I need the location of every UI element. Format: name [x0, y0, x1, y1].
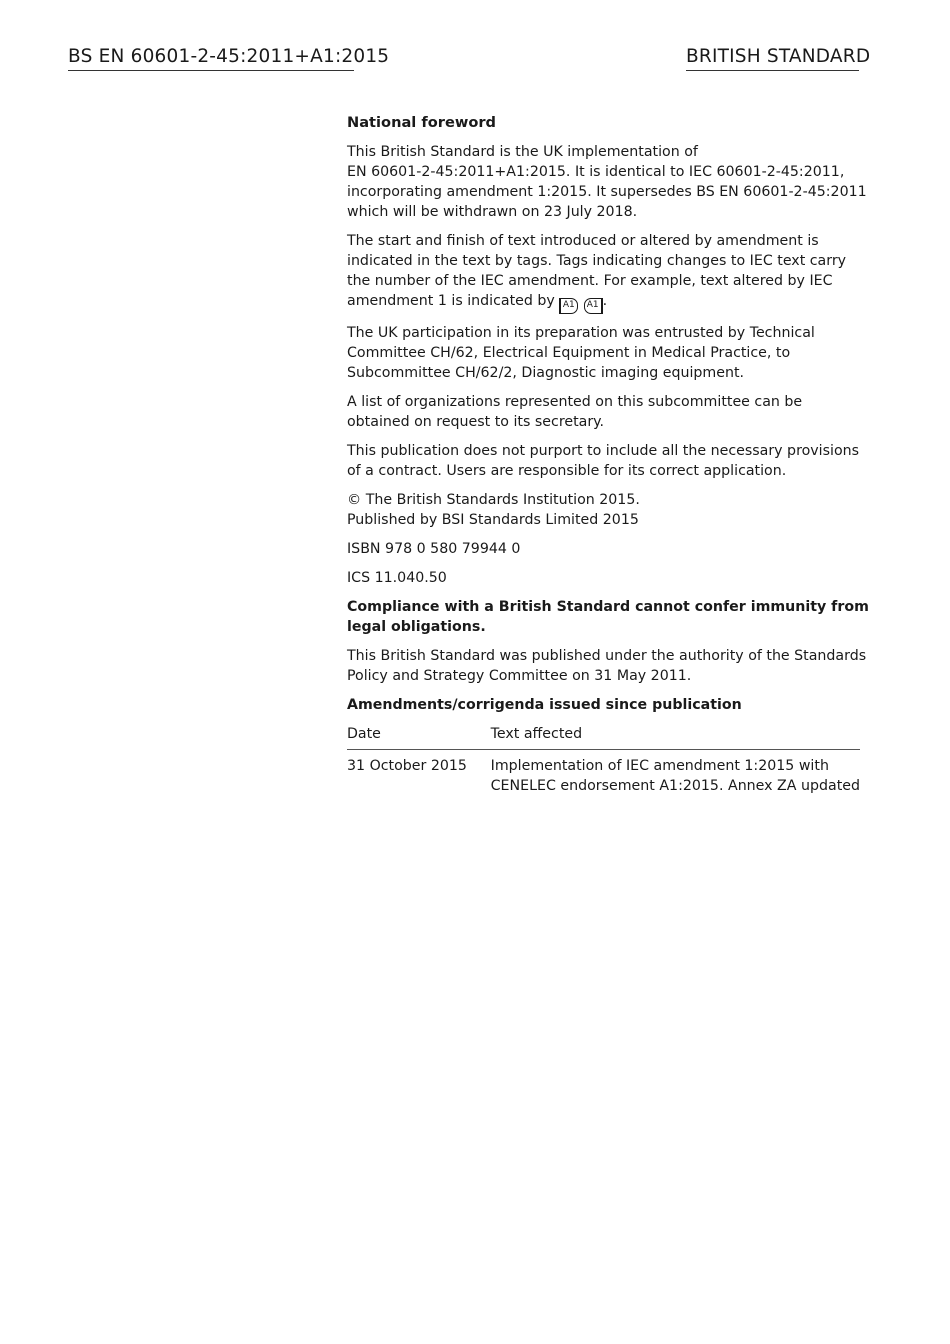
- implementation-paragraph: [347, 142, 867, 222]
- amendment-date: 31 October 2015: [347, 758, 467, 774]
- national-foreword: [347, 113, 869, 796]
- text-line: indicated in the text by tags. Tags indicating changes to IEC text carry: [347, 253, 847, 269]
- text-line: legal obligations.: [347, 619, 486, 635]
- organizations-paragraph: [347, 392, 860, 432]
- amendment-start-tag-icon: A1: [559, 298, 578, 314]
- provisions-paragraph: [347, 441, 860, 481]
- text-line: obtained on request to its secretary.: [347, 414, 605, 430]
- text-line: The start and finish of text introduced or altered by amendment is: [347, 233, 819, 249]
- table-header-row: [347, 724, 860, 750]
- text-line: This British Standard is the UK implementation of: [347, 144, 698, 160]
- text-line: Compliance with a British Standard cannot confer immunity from: [347, 599, 869, 615]
- text-line: A list of organizations represented on this subcommittee can be: [347, 394, 803, 410]
- text-line: This publication does not purport to include all the necessary provisions: [347, 443, 860, 459]
- table-row: [347, 750, 860, 797]
- participation-paragraph: [347, 323, 860, 383]
- isbn: ISBN 978 0 580 79944 0: [347, 541, 521, 557]
- copyright-paragraph: [347, 490, 860, 530]
- text-line: CENELEC endorsement A1:2015. Annex ZA updated: [490, 778, 860, 794]
- compliance-notice: [347, 597, 869, 637]
- text-line: incorporating amendment 1:2015. It supersedes BS EN 60601-2-45:2011: [347, 184, 867, 200]
- date-column-header: Date: [347, 724, 491, 750]
- text-line: Subcommittee CH/62/2, Diagnostic imaging equipment.: [347, 365, 745, 381]
- authority-paragraph: [347, 646, 867, 686]
- text-affected-column-header: Text affected: [491, 724, 860, 750]
- text-line: Committee CH/62, Electrical Equipment in Medical Practice, to: [347, 345, 791, 361]
- document-id-header: BS EN 60601-2-45:2011+A1:2015: [68, 46, 354, 71]
- text-line: EN 60601-2-45:2011+A1:2015. It is identical to IEC 60601-2-45:2011,: [347, 164, 845, 180]
- text-line: The UK participation in its preparation was entrusted by Technical: [347, 325, 815, 341]
- amendment-text-affected: [491, 750, 860, 797]
- text-line: [347, 291, 860, 314]
- text-line: of a contract. Users are responsible for its correct application.: [347, 463, 787, 479]
- sentence-period: .: [602, 293, 608, 309]
- tag-intro-text: amendment 1 is indicated by: [347, 293, 555, 309]
- british-standard-header: BRITISH STANDARD: [686, 46, 859, 71]
- amendment-tags-paragraph: [347, 231, 860, 314]
- text-line: Published by BSI Standards Limited 2015: [347, 512, 639, 528]
- amendments-title: Amendments/corrigenda issued since publication: [347, 697, 742, 713]
- amendments-table: [347, 724, 860, 796]
- text-line: Policy and Strategy Committee on 31 May 2011.: [347, 668, 692, 684]
- amendment-end-tag-icon: A1: [584, 298, 603, 314]
- text-line: the number of the IEC amendment. For example, text altered by IEC: [347, 273, 833, 289]
- text-line: This British Standard was published under the authority of the Standards: [347, 648, 867, 664]
- text-line: © The British Standards Institution 2015.: [347, 492, 640, 508]
- text-line: which will be withdrawn on 23 July 2018.: [347, 204, 638, 220]
- text-line: Implementation of IEC amendment 1:2015 with: [490, 758, 829, 774]
- ics-code: ICS 11.040.50: [347, 570, 447, 586]
- foreword-title: National foreword: [347, 114, 497, 131]
